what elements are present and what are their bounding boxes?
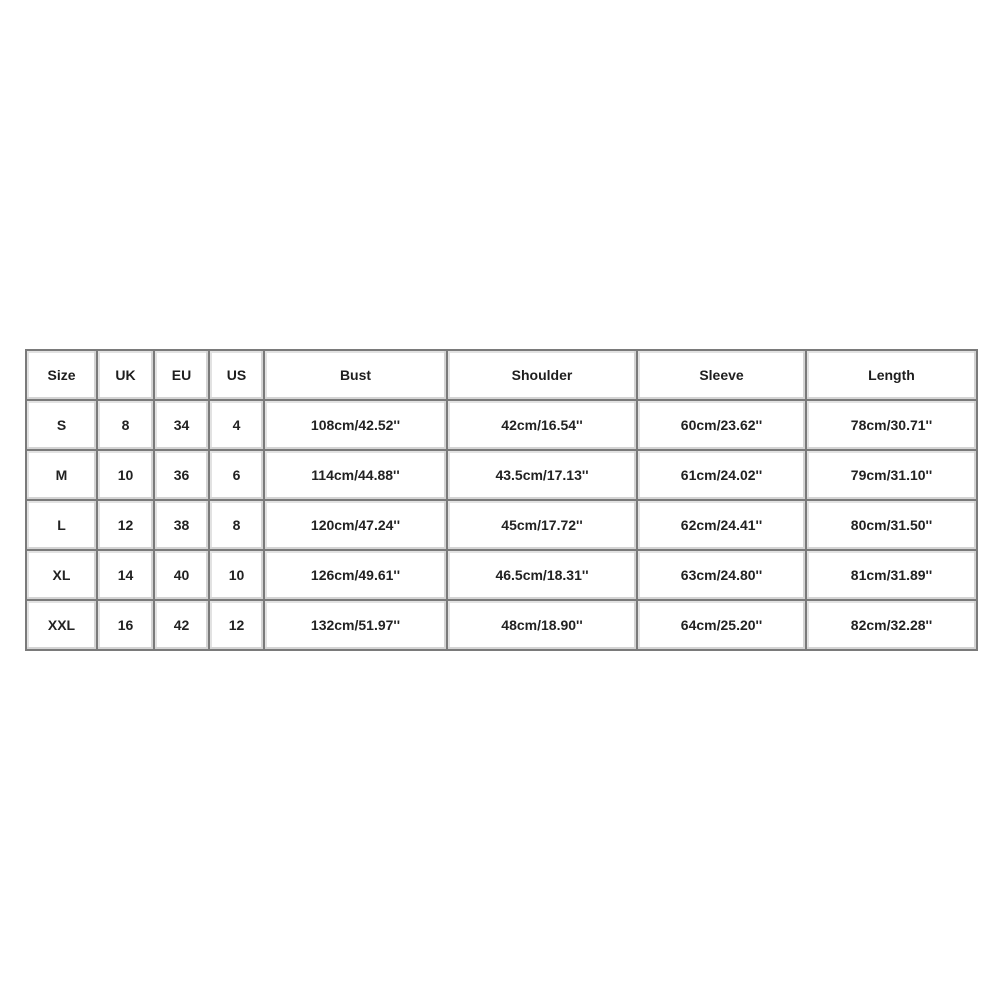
table-row — [27, 601, 978, 651]
cell-us: 4 — [210, 401, 265, 451]
cell-shoulder: 43.5cm/17.13'' — [448, 451, 638, 501]
table-row — [27, 451, 978, 501]
header-sleeve: Sleeve — [638, 351, 807, 401]
cell-eu: 34 — [155, 401, 210, 451]
cell-size: XL — [27, 551, 98, 601]
header-length: Length — [807, 351, 978, 401]
cell-us: 12 — [210, 601, 265, 651]
cell-size: XXL — [27, 601, 98, 651]
cell-eu: 38 — [155, 501, 210, 551]
header-us: US — [210, 351, 265, 401]
cell-bust: 126cm/49.61'' — [265, 551, 448, 601]
cell-length: 78cm/30.71'' — [807, 401, 978, 451]
cell-uk: 14 — [98, 551, 155, 601]
header-shoulder: Shoulder — [448, 351, 638, 401]
cell-length: 81cm/31.89'' — [807, 551, 978, 601]
cell-uk: 12 — [98, 501, 155, 551]
cell-shoulder: 45cm/17.72'' — [448, 501, 638, 551]
cell-sleeve: 62cm/24.41'' — [638, 501, 807, 551]
table-row — [27, 401, 978, 451]
cell-length: 79cm/31.10'' — [807, 451, 978, 501]
cell-length: 80cm/31.50'' — [807, 501, 978, 551]
cell-uk: 8 — [98, 401, 155, 451]
table-row — [27, 551, 978, 601]
cell-us: 8 — [210, 501, 265, 551]
header-size: Size — [27, 351, 98, 401]
cell-size: L — [27, 501, 98, 551]
cell-size: M — [27, 451, 98, 501]
cell-bust: 120cm/47.24'' — [265, 501, 448, 551]
cell-sleeve: 63cm/24.80'' — [638, 551, 807, 601]
cell-shoulder: 48cm/18.90'' — [448, 601, 638, 651]
cell-eu: 42 — [155, 601, 210, 651]
cell-eu: 36 — [155, 451, 210, 501]
cell-us: 10 — [210, 551, 265, 601]
cell-length: 82cm/32.28'' — [807, 601, 978, 651]
cell-bust: 114cm/44.88'' — [265, 451, 448, 501]
table-row — [27, 501, 978, 551]
cell-size: S — [27, 401, 98, 451]
cell-bust: 108cm/42.52'' — [265, 401, 448, 451]
header-uk: UK — [98, 351, 155, 401]
size-chart-table — [25, 349, 978, 651]
cell-bust: 132cm/51.97'' — [265, 601, 448, 651]
table-header-row — [27, 351, 978, 401]
cell-shoulder: 42cm/16.54'' — [448, 401, 638, 451]
header-eu: EU — [155, 351, 210, 401]
cell-sleeve: 64cm/25.20'' — [638, 601, 807, 651]
cell-eu: 40 — [155, 551, 210, 601]
cell-shoulder: 46.5cm/18.31'' — [448, 551, 638, 601]
cell-uk: 10 — [98, 451, 155, 501]
cell-sleeve: 61cm/24.02'' — [638, 451, 807, 501]
cell-sleeve: 60cm/23.62'' — [638, 401, 807, 451]
cell-us: 6 — [210, 451, 265, 501]
cell-uk: 16 — [98, 601, 155, 651]
header-bust: Bust — [265, 351, 448, 401]
